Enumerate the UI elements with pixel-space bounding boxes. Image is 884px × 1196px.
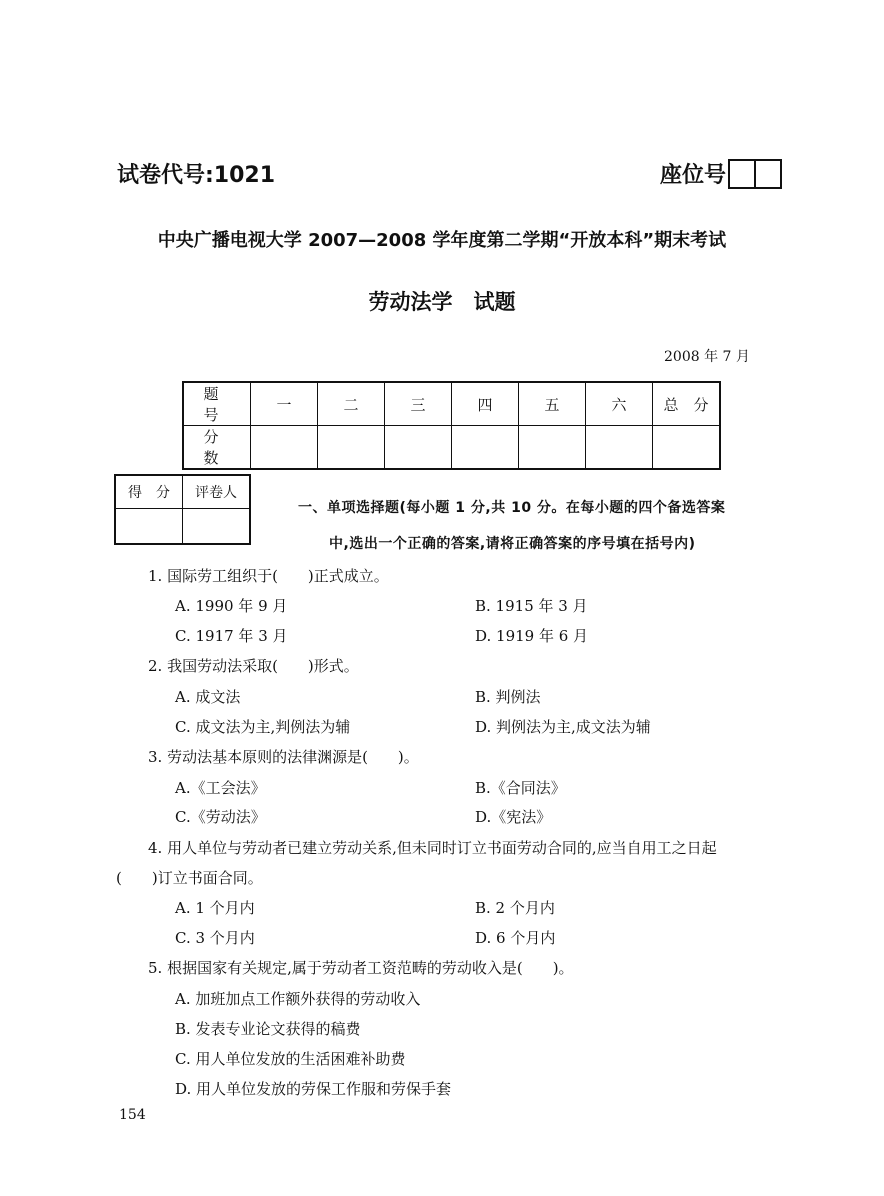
score-table-cell: 题 号 [183, 382, 251, 426]
option: D. 用人单位发放的劳保工作服和劳保手套 [175, 1080, 452, 1098]
seat-label: 座位号 [660, 163, 727, 188]
score-table-cell: 二 [318, 382, 385, 426]
option: A. 1990 年 9 月 [175, 597, 288, 615]
option: D.《宪法》 [475, 808, 552, 826]
option: A. 1 个月内 [175, 899, 255, 917]
score-table-cell: 三 [385, 382, 452, 426]
grader-score-label: 得 分 [115, 475, 183, 509]
grader-box [114, 474, 251, 545]
option: C.《劳动法》 [175, 808, 266, 826]
score-cell[interactable] [318, 426, 385, 470]
question-stem-continued: ( )订立书面合同。 [116, 869, 263, 887]
option: B. 1915 年 3 月 [475, 597, 588, 615]
option: C. 1917 年 3 月 [175, 627, 288, 645]
seat-number-field [660, 158, 782, 189]
score-cell[interactable] [452, 426, 519, 470]
question-stem: 5. 根据国家有关规定,属于劳动者工资范畴的劳动收入是( )。 [148, 959, 574, 977]
exam-date: 2008 年 7 月 [664, 349, 750, 365]
question-stem: 1. 国际劳工组织于( )正式成立。 [148, 567, 389, 585]
option: C. 成文法为主,判例法为辅 [175, 718, 351, 736]
score-table-cell: 总 分 [653, 382, 721, 426]
score-table-header-row [183, 382, 720, 426]
option: B.《合同法》 [475, 779, 566, 797]
option: D. 判例法为主,成文法为辅 [475, 718, 651, 736]
section-title: 一、单项选择题(每小题 1 分,共 10 分。在每小题的四个备选答案 [298, 500, 726, 516]
grader-score-cell[interactable] [115, 509, 183, 545]
option: A. 成文法 [175, 688, 241, 706]
option: B. 2 个月内 [475, 899, 555, 917]
question-stem: 2. 我国劳动法采取( )形式。 [148, 657, 359, 675]
score-cell[interactable] [586, 426, 653, 470]
option: D. 6 个月内 [475, 929, 556, 947]
exam-subject-title: 劳动法学 试题 [368, 290, 516, 314]
option: A. 加班加点工作额外获得的劳动收入 [175, 990, 421, 1008]
score-table-row-label: 分 数 [183, 426, 251, 470]
score-table [182, 381, 721, 470]
score-cell[interactable] [251, 426, 318, 470]
score-cell[interactable] [519, 426, 586, 470]
score-table-cell: 五 [519, 382, 586, 426]
question-stem: 4. 用人单位与劳动者已建立劳动关系,但未同时订立书面劳动合同的,应当自用工之日起 [148, 839, 717, 857]
score-cell[interactable] [385, 426, 452, 470]
paper-code: 试卷代号:1021 [117, 163, 276, 188]
exam-header: 中央广播电视大学 2007—2008 学年度第二学期“开放本科”期末考试 [157, 230, 727, 251]
option: B. 判例法 [475, 688, 541, 706]
option: D. 1919 年 6 月 [475, 627, 589, 645]
seat-number-boxes [728, 159, 782, 189]
question-stem: 3. 劳动法基本原则的法律渊源是( )。 [148, 748, 419, 766]
score-table-cell: 四 [452, 382, 519, 426]
option: A.《工会法》 [175, 779, 266, 797]
grader-name-cell[interactable] [183, 509, 251, 545]
option: C. 用人单位发放的生活困难补助费 [175, 1050, 406, 1068]
grader-label: 评卷人 [183, 475, 251, 509]
score-cell[interactable] [653, 426, 721, 470]
score-table-cell: 一 [251, 382, 318, 426]
option: C. 3 个月内 [175, 929, 255, 947]
score-table-score-row [183, 426, 720, 470]
section-title-continued: 中,选出一个正确的答案,请将正确答案的序号填在括号内) [329, 536, 696, 552]
page-number: 154 [119, 1107, 146, 1123]
score-table-cell: 六 [586, 382, 653, 426]
option: B. 发表专业论文获得的稿费 [175, 1020, 361, 1038]
